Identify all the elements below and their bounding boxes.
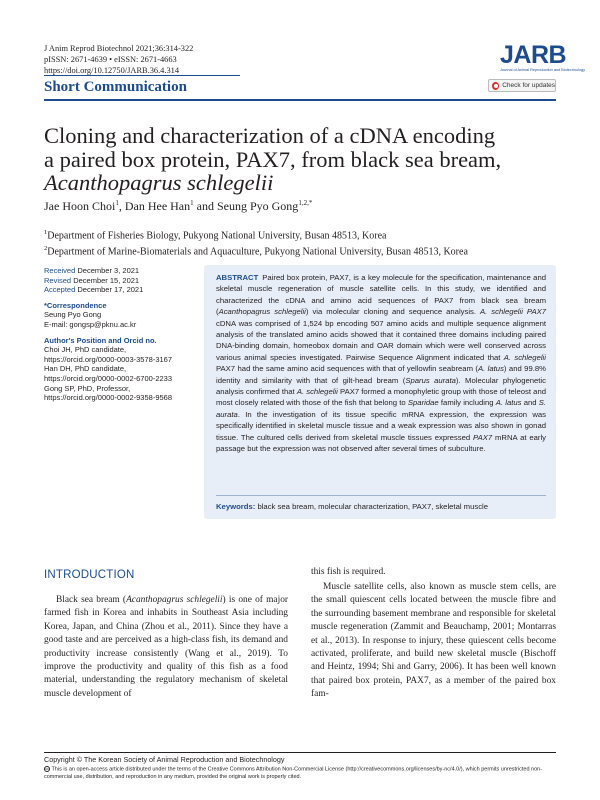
paragraph-continuation: this fish is required. [311, 567, 386, 577]
introduction-heading: INTRODUCTION [44, 569, 135, 581]
issn: pISSN: 2671-4639 • eISSN: 2671-4663 [44, 54, 177, 64]
correspondence-name: Seung Pyo Gong [44, 310, 102, 320]
author-affil-sup: 1 [190, 199, 194, 207]
orcid-line: Choi JH, PhD candidate, [44, 345, 127, 355]
doi-link[interactable]: https://doi.org/10.12750/JARB.36.4.314 [44, 65, 180, 75]
article-history-sidebar [44, 266, 204, 403]
header-rule [44, 99, 556, 101]
orcid-link[interactable]: https://orcid.org/0000-0002-9358-9568 [44, 393, 173, 403]
affiliation-text: Department of Fisheries Biology, Pukyong National University, Busan 48513, Korea [47, 230, 387, 242]
orcid-heading: Author's Position and Orcid no. [44, 335, 157, 345]
affiliation-number: 2 [44, 244, 48, 252]
check-for-updates-label: Check for updates [502, 82, 555, 89]
accepted-date: December 17, 2021 [77, 285, 144, 295]
license-text: This is an open-access article distributed under the terms of the Creative Commons Attribution Non-Commercial License (http://creativecommons.org/licenses/by-nc/4.0/), which permits unrestricted non-commercial use, distribution, and reproduction in any medium, provided the original work is properly cited. [44, 766, 543, 780]
crossmark-icon [492, 82, 499, 90]
affiliations [44, 227, 468, 259]
license-notice [44, 766, 556, 781]
received-date: December 3, 2021 [77, 266, 140, 275]
article-title [44, 124, 564, 195]
author-name: Seung Pyo Gong [216, 199, 299, 213]
affiliation [44, 243, 468, 259]
author-list [44, 199, 312, 214]
received-label: Received [44, 266, 76, 275]
orcid-link[interactable]: https://orcid.org/0000-0003-3578-3167 [44, 354, 173, 364]
abstract-box [204, 265, 556, 519]
abstract-divider [216, 495, 546, 496]
correspondence-heading: *Correspondence [44, 300, 107, 310]
journal-reference: J Anim Reprod Biotechnol 2021;36:314-322 [44, 44, 194, 53]
title-line-1: Cloning and characterization of a cDNA encoding [44, 123, 496, 148]
logo-text: JARB [500, 41, 567, 69]
orcid-line: Gong SP, PhD, Professor, [44, 383, 131, 393]
footer-rule [44, 752, 556, 753]
body-continuation [311, 566, 556, 579]
orcid-link[interactable]: https://orcid.org/0000-0002-6700-2233 [44, 373, 173, 383]
author-name: Jae Hoon Choi [44, 199, 116, 213]
keywords-list: black sea bream, molecular characterization, PAX7, skeletal muscle [257, 502, 489, 511]
affiliation [44, 227, 468, 243]
author-separator: , [118, 199, 125, 213]
received-row [44, 266, 204, 276]
body-paragraph: Muscle satellite cells, also known as muscle stem cells, are the small quiescent cells located between the muscle fibre and the surrounding basement membrane and responsible for skeletal muscle regeneration (Zammit and Beauchamp, 2001; Montarras et al., 2013). In response to injury, these quiescent cells become activated, proliferate, and build new skeletal muscle (Bischoff and Heintz, 1994; Shi and Garry, 2006). It has been well known that paired box protein, PAX7, as a member of the paired box fam- [311, 582, 556, 700]
header-rule-short [44, 75, 240, 76]
author-affil-sup: 1,2,* [298, 199, 313, 207]
affiliation-number: 1 [44, 229, 48, 236]
section-type: Short Communication [44, 79, 187, 95]
creative-commons-icon: cc [45, 767, 49, 771]
author-name: Dan Hee Han [124, 199, 191, 213]
logo-subtitle: Journal of Animal Reproduction and Biotechnology [500, 68, 586, 72]
correspondence-email[interactable]: E-mail: gongsp@pknu.ac.kr [44, 319, 137, 329]
affiliation-text: Department of Marine-Biomaterials and Aquaculture, Pukyong National University, Busan 48513, Korea [47, 246, 468, 258]
revised-row [44, 276, 204, 286]
orcid-line: Han DH, PhD candidate, [44, 364, 127, 374]
author-separator: and [193, 199, 217, 213]
title-line-3: Acanthopagrus schlegelii [44, 170, 274, 195]
keywords [216, 502, 488, 511]
body-column-left [44, 594, 288, 701]
journal-meta [44, 44, 193, 76]
body-column-right [311, 581, 556, 702]
accepted-row [44, 285, 204, 295]
accepted-label: Accepted [44, 285, 76, 295]
title-line-2: a paired box protein, PAX7, from black sea bream, [44, 146, 502, 172]
copyright-notice: Copyright © The Korean Society of Animal Reproduction and Biotechnology [44, 755, 285, 764]
body-paragraph: Black sea bream (Acanthopagrus schlegelii) is one of major farmed fish in Korea and inhabits in Southeast Asia including Korea, Japan, and China (Zhou et al., 2011). Since they have a good taste and are perceived as a high-class fish, its demand and productivity increase consistently (Wang et al., 2019). To improve the productivity and quality of this fish as a food material, understanding the regulatory mechanism of skeletal muscle development of [44, 595, 289, 699]
keywords-label: Keywords: [216, 502, 256, 511]
journal-logo [500, 41, 586, 73]
revised-label: Revised [44, 275, 72, 285]
check-for-updates-button[interactable] [488, 79, 556, 92]
abstract-label: ABSTRACT [216, 273, 259, 282]
revised-date: December 15, 2021 [73, 275, 140, 285]
abstract-text: ABSTRACT Paired box protein, PAX7, is a key molecule for the specification, maintenance and skeletal muscle regeneration of muscle satellite cells. In this study, we identified and characterized the cDNA and amino acid sequences of PAX7 from black sea bream (Acanthopagrus schlegelii) via molecular cloning and sequence analysis. A. schlegelii PAX7 cDNA was comprised of 1,524 bp encoding 507 amino acids and multiple sequence alignment analysis of the translated amino acids showed that it contained three domains including paired DNA-binding domain, homeobox domain and OAR domain which were well conserved across various animal species investigated. Pairwise Sequence Alignment indicated that A. schlegelii PAX7 had the same amino acid sequences with that of yellowfin seabream (A. latus) and 99.8% identity and similarity with that of gilt-head bream (Sparus aurata). Molecular phylogenetic analysis confirmed that A. schlegelii PAX7 formed a monophyletic group with those of teleost and most closely related with those of the fish that belong to Sparidae family including A. latus and S. aurata. In the investigation of its tissue specific mRNA expression, the expression was specifically identified in skeletal muscle tissue and a weak expression was also shown in gonad tissue. The cultured cells derived from skeletal muscle tissues expressed PAX7 mRNA at early passage but the expression was not observed after several times of subculture. [216, 273, 547, 454]
author-affil-sup: 1 [115, 199, 119, 207]
